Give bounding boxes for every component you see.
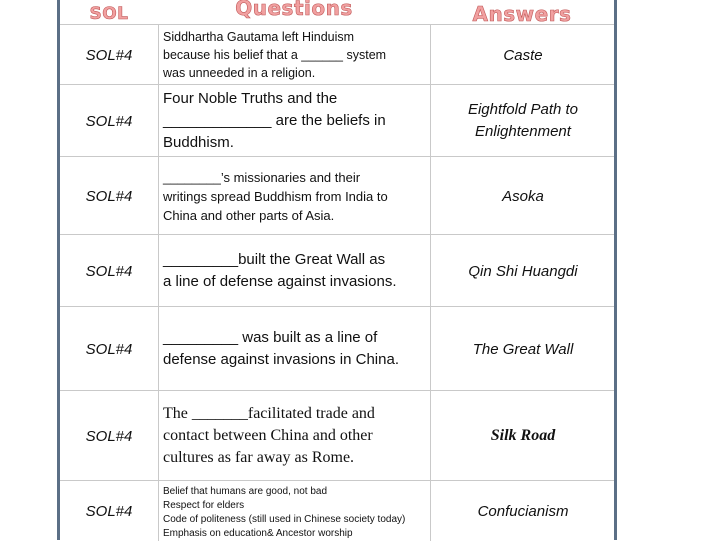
answer-text: Caste bbox=[503, 46, 543, 64]
question-cell bbox=[158, 25, 430, 85]
answer-text: The Great Wall bbox=[472, 340, 574, 358]
question-cell bbox=[158, 157, 430, 235]
table-row bbox=[60, 234, 614, 307]
answer-cell bbox=[430, 391, 615, 481]
table-row bbox=[60, 390, 614, 481]
sol-cell: SOL#4 bbox=[85, 340, 133, 358]
answer-text: Eightfold Path to Enlightenment bbox=[467, 101, 579, 140]
question-cell bbox=[158, 307, 430, 391]
header-sol: SOL bbox=[89, 4, 129, 24]
question-text: Four Noble Truths and the _____________ are the beliefs in Buddhism. bbox=[163, 90, 386, 151]
answer-cell bbox=[430, 481, 615, 541]
header-answers: Answers bbox=[472, 2, 572, 26]
sol-cell: SOL#4 bbox=[85, 427, 133, 445]
question-text: The _______facilitated trade and contact between China and other cultures as far away as Rome. bbox=[163, 405, 375, 466]
question-cell bbox=[158, 481, 430, 541]
sol-question-table bbox=[60, 0, 614, 540]
answer-cell bbox=[430, 235, 615, 307]
answer-text: Asoka bbox=[502, 187, 544, 205]
sol-cell: SOL#4 bbox=[85, 262, 133, 280]
question-text: _________built the Great Wall as a line of defense against invasions. bbox=[163, 251, 397, 290]
sol-cell: SOL#4 bbox=[85, 187, 133, 205]
question-cell bbox=[158, 85, 430, 157]
sol-cell: SOL#4 bbox=[85, 46, 133, 64]
header-questions: Questions bbox=[235, 0, 353, 20]
table-row bbox=[60, 480, 614, 541]
answer-text: Confucianism bbox=[477, 502, 569, 520]
sol-cell: SOL#4 bbox=[85, 502, 133, 520]
table-row bbox=[60, 24, 614, 85]
answer-cell bbox=[430, 307, 615, 391]
answer-text: Qin Shi Huangdi bbox=[468, 262, 578, 280]
table-row bbox=[60, 156, 614, 235]
answer-cell bbox=[430, 85, 615, 157]
answer-text: Silk Road bbox=[490, 427, 556, 444]
question-text: Belief that humans are good, not bad Respect for elders Code of politeness (still used in Chinese society today) Emphasis on education& Ancestor worship bbox=[163, 486, 406, 539]
question-text: _________ was built as a line of defense against invasions in China. bbox=[163, 329, 399, 368]
answer-cell bbox=[430, 25, 615, 85]
question-cell bbox=[158, 235, 430, 307]
question-text: ________’s missionaries and their writings spread Buddhism from India to China and other parts of Asia. bbox=[163, 169, 388, 223]
answer-cell bbox=[430, 157, 615, 235]
table-row bbox=[60, 84, 614, 157]
question-text: Siddhartha Gautama left Hinduism because his belief that a ______ system was unneeded in a religion. bbox=[163, 30, 387, 80]
table-row bbox=[60, 306, 614, 391]
sol-cell: SOL#4 bbox=[85, 112, 133, 130]
question-cell bbox=[158, 391, 430, 481]
